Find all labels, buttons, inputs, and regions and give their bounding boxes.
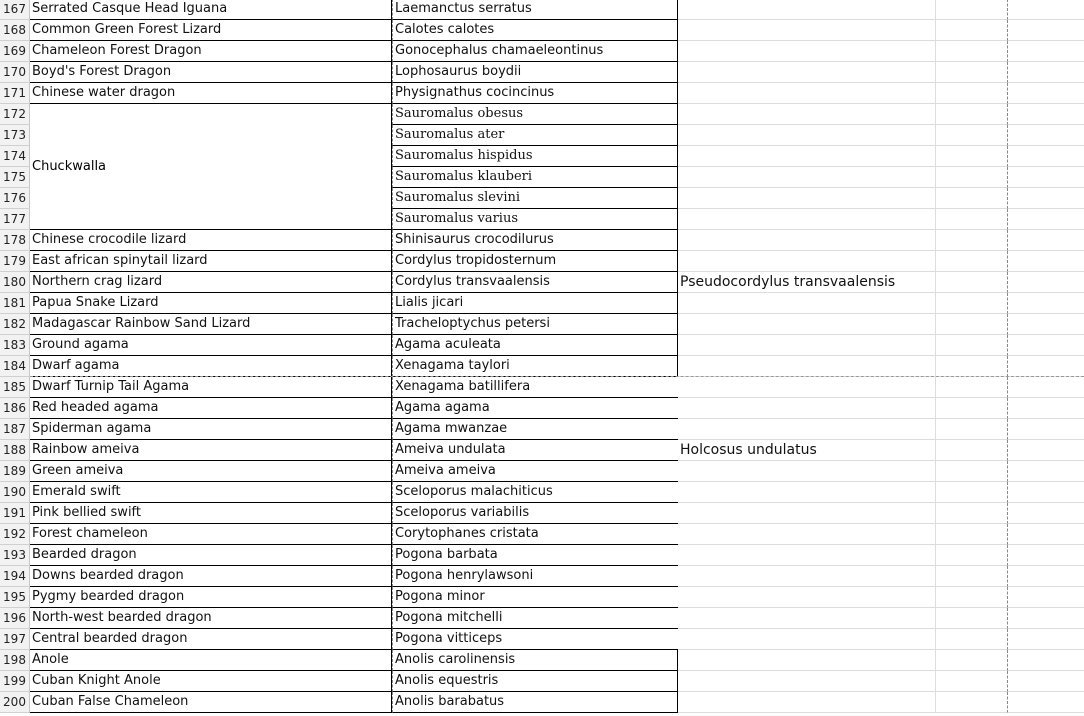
cell-empty[interactable] — [1008, 608, 1084, 629]
row-header[interactable]: 171 — [0, 83, 30, 104]
cell-synonym[interactable] — [678, 566, 936, 587]
cell-synonym[interactable] — [678, 293, 936, 314]
cell-synonym[interactable] — [678, 335, 936, 356]
cell-common-name[interactable]: Chameleon Forest Dragon — [30, 41, 392, 62]
cell-common-name[interactable]: Dwarf agama — [30, 356, 392, 377]
cell-empty[interactable] — [936, 188, 1008, 209]
cell-synonym[interactable] — [678, 83, 936, 104]
cell-scientific-name[interactable]: Lophosaurus boydii — [392, 62, 678, 83]
cell-common-name[interactable]: Bearded dragon — [30, 545, 392, 566]
cell-empty[interactable] — [936, 692, 1008, 713]
cell-empty[interactable] — [936, 377, 1008, 398]
cell-empty[interactable] — [1008, 188, 1084, 209]
cell-synonym[interactable] — [678, 629, 936, 650]
cell-scientific-name[interactable]: Agama aculeata — [392, 335, 678, 356]
cell-common-name[interactable]: Pygmy bearded dragon — [30, 587, 392, 608]
row-header[interactable]: 183 — [0, 335, 30, 356]
cell-scientific-name[interactable]: Pogona barbata — [392, 545, 678, 566]
row-header[interactable]: 170 — [0, 62, 30, 83]
cell-scientific-name[interactable]: Sauromalus klauberi — [392, 167, 678, 188]
cell-synonym[interactable] — [678, 503, 936, 524]
cell-synonym[interactable] — [678, 104, 936, 125]
cell-empty[interactable] — [936, 20, 1008, 41]
cell-empty[interactable] — [936, 314, 1008, 335]
cell-scientific-name[interactable]: Agama mwanzae — [392, 419, 678, 440]
cell-empty[interactable] — [1008, 335, 1084, 356]
row-header[interactable]: 191 — [0, 503, 30, 524]
cell-empty[interactable] — [1008, 587, 1084, 608]
cell-empty[interactable] — [936, 230, 1008, 251]
row-header[interactable]: 185 — [0, 377, 30, 398]
cell-empty[interactable] — [1008, 20, 1084, 41]
cell-empty[interactable] — [1008, 566, 1084, 587]
cell-scientific-name[interactable]: Lialis jicari — [392, 293, 678, 314]
cell-scientific-name[interactable]: Physignathus cocincinus — [392, 83, 678, 104]
cell-scientific-name[interactable]: Sceloporus variabilis — [392, 503, 678, 524]
cell-synonym[interactable] — [678, 545, 936, 566]
cell-common-name[interactable]: Emerald swift — [30, 482, 392, 503]
cell-empty[interactable] — [1008, 83, 1084, 104]
cell-scientific-name[interactable]: Shinisaurus crocodilurus — [392, 230, 678, 251]
cell-empty[interactable] — [936, 419, 1008, 440]
cell-common-name[interactable]: Boyd's Forest Dragon — [30, 62, 392, 83]
cell-scientific-name[interactable]: Cordylus transvaalensis — [392, 272, 678, 293]
cell-empty[interactable] — [936, 356, 1008, 377]
cell-empty[interactable] — [1008, 209, 1084, 230]
cell-empty[interactable] — [936, 398, 1008, 419]
row-header[interactable]: 192 — [0, 524, 30, 545]
row-header[interactable]: 172 — [0, 104, 30, 125]
cell-synonym[interactable] — [678, 314, 936, 335]
cell-empty[interactable] — [1008, 125, 1084, 146]
cell-empty[interactable] — [936, 440, 1008, 461]
row-header[interactable]: 182 — [0, 314, 30, 335]
row-header[interactable]: 195 — [0, 587, 30, 608]
cell-empty[interactable] — [936, 608, 1008, 629]
cell-empty[interactable] — [1008, 146, 1084, 167]
cell-empty[interactable] — [1008, 440, 1084, 461]
row-header[interactable]: 196 — [0, 608, 30, 629]
row-header[interactable]: 180 — [0, 272, 30, 293]
cell-common-name[interactable]: Papua Snake Lizard — [30, 293, 392, 314]
cell-scientific-name[interactable]: Xenagama batillifera — [392, 377, 678, 398]
cell-empty[interactable] — [936, 335, 1008, 356]
row-header[interactable]: 189 — [0, 461, 30, 482]
cell-empty[interactable] — [1008, 356, 1084, 377]
cell-empty[interactable] — [936, 629, 1008, 650]
row-header[interactable]: 175 — [0, 167, 30, 188]
cell-empty[interactable] — [936, 146, 1008, 167]
cell-common-name[interactable]: North-west bearded dragon — [30, 608, 392, 629]
cell-synonym[interactable]: Pseudocordylus transvaalensis — [678, 272, 936, 293]
cell-empty[interactable] — [1008, 482, 1084, 503]
cell-empty[interactable] — [1008, 314, 1084, 335]
cell-synonym[interactable] — [678, 167, 936, 188]
page-break-line — [30, 376, 1084, 377]
cell-synonym[interactable] — [678, 608, 936, 629]
cell-common-name[interactable]: Green ameiva — [30, 461, 392, 482]
cell-synonym[interactable] — [678, 209, 936, 230]
row-header[interactable]: 200 — [0, 692, 30, 713]
cell-scientific-name[interactable]: Agama agama — [392, 398, 678, 419]
cell-empty[interactable] — [936, 0, 1008, 20]
cell-empty[interactable] — [1008, 167, 1084, 188]
row-header[interactable]: 197 — [0, 629, 30, 650]
cell-scientific-name[interactable]: Sauromalus obesus — [392, 104, 678, 125]
cell-synonym[interactable] — [678, 188, 936, 209]
cell-empty[interactable] — [936, 272, 1008, 293]
cell-synonym[interactable] — [678, 377, 936, 398]
cell-synonym[interactable] — [678, 671, 936, 692]
cell-common-name[interactable]: Chinese water dragon — [30, 83, 392, 104]
cell-scientific-name[interactable]: Sceloporus malachiticus — [392, 482, 678, 503]
cell-synonym[interactable] — [678, 482, 936, 503]
cell-empty[interactable] — [1008, 671, 1084, 692]
cell-synonym[interactable] — [678, 125, 936, 146]
cell-empty[interactable] — [1008, 419, 1084, 440]
cell-synonym[interactable] — [678, 419, 936, 440]
cell-common-name[interactable]: Chinese crocodile lizard — [30, 230, 392, 251]
cell-scientific-name[interactable]: Sauromalus ater — [392, 125, 678, 146]
cell-empty[interactable] — [936, 167, 1008, 188]
cell-common-name[interactable]: Cuban Knight Anole — [30, 671, 392, 692]
cell-empty[interactable] — [1008, 251, 1084, 272]
cell-synonym[interactable] — [678, 62, 936, 83]
cell-common-name[interactable]: Forest chameleon — [30, 524, 392, 545]
cell-empty[interactable] — [936, 545, 1008, 566]
cell-empty[interactable] — [936, 41, 1008, 62]
row-header[interactable]: 173 — [0, 125, 30, 146]
cell-scientific-name[interactable]: Ameiva undulata — [392, 440, 678, 461]
cell-scientific-name[interactable]: Tracheloptychus petersi — [392, 314, 678, 335]
cell-common-name[interactable]: Madagascar Rainbow Sand Lizard — [30, 314, 392, 335]
cell-empty[interactable] — [936, 293, 1008, 314]
cell-empty[interactable] — [936, 524, 1008, 545]
cell-empty[interactable] — [936, 503, 1008, 524]
row-header[interactable]: 188 — [0, 440, 30, 461]
cell-common-name[interactable]: Central bearded dragon — [30, 629, 392, 650]
cell-scientific-name[interactable]: Anolis barabatus — [392, 692, 678, 713]
cell-synonym[interactable]: Holcosus undulatus — [678, 440, 936, 461]
cell-empty[interactable] — [1008, 692, 1084, 713]
cell-empty[interactable] — [1008, 41, 1084, 62]
cell-common-name[interactable]: Northern crag lizard — [30, 272, 392, 293]
cell-empty[interactable] — [1008, 545, 1084, 566]
cell-scientific-name[interactable]: Anolis equestris — [392, 671, 678, 692]
cell-synonym[interactable] — [678, 461, 936, 482]
cell-common-name[interactable]: Ground agama — [30, 335, 392, 356]
cell-empty[interactable] — [1008, 293, 1084, 314]
cell-scientific-name[interactable]: Anolis carolinensis — [392, 650, 678, 671]
cell-scientific-name[interactable]: Sauromalus varius — [392, 209, 678, 230]
cell-synonym[interactable] — [678, 230, 936, 251]
cell-synonym[interactable] — [678, 587, 936, 608]
cell-empty[interactable] — [936, 83, 1008, 104]
cell-empty[interactable] — [1008, 0, 1084, 20]
cell-scientific-name[interactable]: Gonocephalus chamaeleontinus — [392, 41, 678, 62]
cell-empty[interactable] — [936, 125, 1008, 146]
cell-empty[interactable] — [936, 650, 1008, 671]
cell-common-name[interactable]: Cuban False Chameleon — [30, 692, 392, 713]
cell-empty[interactable] — [936, 482, 1008, 503]
cell-synonym[interactable] — [678, 524, 936, 545]
cell-scientific-name[interactable]: Pogona vitticeps — [392, 629, 678, 650]
cell-scientific-name[interactable]: Ameiva ameiva — [392, 461, 678, 482]
cell-scientific-name[interactable]: Laemanctus serratus — [392, 0, 678, 20]
cell-common-name[interactable]: Red headed agama — [30, 398, 392, 419]
cell-common-name[interactable]: Serrated Casque Head Iguana — [30, 0, 392, 20]
cell-empty[interactable] — [1008, 461, 1084, 482]
cell-common-name[interactable]: Pink bellied swift — [30, 503, 392, 524]
cell-empty[interactable] — [1008, 629, 1084, 650]
row-header[interactable]: 178 — [0, 230, 30, 251]
row-header[interactable]: 168 — [0, 20, 30, 41]
cell-synonym[interactable] — [678, 251, 936, 272]
cell-synonym[interactable] — [678, 650, 936, 671]
cell-common-name[interactable]: Common Green Forest Lizard — [30, 20, 392, 41]
cell-empty[interactable] — [1008, 272, 1084, 293]
cell-synonym[interactable] — [678, 356, 936, 377]
cell-empty[interactable] — [936, 461, 1008, 482]
cell-empty[interactable] — [936, 62, 1008, 83]
cell-scientific-name[interactable]: Corytophanes cristata — [392, 524, 678, 545]
cell-scientific-name[interactable]: Sauromalus slevini — [392, 188, 678, 209]
cell-empty[interactable] — [1008, 650, 1084, 671]
cell-synonym[interactable] — [678, 692, 936, 713]
row-header[interactable]: 198 — [0, 650, 30, 671]
cell-empty[interactable] — [1008, 104, 1084, 125]
row-header[interactable]: 199 — [0, 671, 30, 692]
row-header[interactable]: 194 — [0, 566, 30, 587]
cell-empty[interactable] — [936, 251, 1008, 272]
cell-scientific-name[interactable]: Sauromalus hispidus — [392, 146, 678, 167]
cell-scientific-name[interactable]: Xenagama taylori — [392, 356, 678, 377]
cell-empty[interactable] — [936, 671, 1008, 692]
row-header[interactable]: 187 — [0, 419, 30, 440]
row-header[interactable]: 184 — [0, 356, 30, 377]
cell-empty[interactable] — [1008, 503, 1084, 524]
cell-scientific-name[interactable]: Pogona mitchelli — [392, 608, 678, 629]
row-header[interactable]: 193 — [0, 545, 30, 566]
cell-synonym[interactable] — [678, 146, 936, 167]
cell-common-name[interactable]: Downs bearded dragon — [30, 566, 392, 587]
cell-synonym[interactable] — [678, 20, 936, 41]
cell-empty[interactable] — [1008, 62, 1084, 83]
cell-empty[interactable] — [1008, 524, 1084, 545]
cell-empty[interactable] — [936, 587, 1008, 608]
row-header[interactable]: 174 — [0, 146, 30, 167]
cell-empty[interactable] — [1008, 230, 1084, 251]
row-header[interactable]: 176 — [0, 188, 30, 209]
row-header[interactable]: 179 — [0, 251, 30, 272]
cell-empty[interactable] — [1008, 377, 1084, 398]
row-header[interactable]: 181 — [0, 293, 30, 314]
cell-synonym[interactable] — [678, 0, 936, 20]
cell-scientific-name[interactable]: Pogona henrylawsoni — [392, 566, 678, 587]
cell-empty[interactable] — [1008, 398, 1084, 419]
cell-synonym[interactable] — [678, 398, 936, 419]
row-header[interactable]: 186 — [0, 398, 30, 419]
cell-scientific-name[interactable]: Cordylus tropidosternum — [392, 251, 678, 272]
merged-cell-common-name[interactable]: Chuckwalla — [30, 104, 392, 230]
cell-common-name[interactable]: Dwarf Turnip Tail Agama — [30, 377, 392, 398]
cell-common-name[interactable]: East african spinytail lizard — [30, 251, 392, 272]
row-header[interactable]: 169 — [0, 41, 30, 62]
cell-synonym[interactable] — [678, 41, 936, 62]
row-header[interactable]: 190 — [0, 482, 30, 503]
row-header[interactable]: 167 — [0, 0, 30, 20]
cell-common-name[interactable]: Rainbow ameiva — [30, 440, 392, 461]
cell-scientific-name[interactable]: Calotes calotes — [392, 20, 678, 41]
cell-empty[interactable] — [936, 104, 1008, 125]
cell-empty[interactable] — [936, 209, 1008, 230]
cell-common-name[interactable]: Anole — [30, 650, 392, 671]
cell-scientific-name[interactable]: Pogona minor — [392, 587, 678, 608]
cell-empty[interactable] — [936, 566, 1008, 587]
cell-common-name[interactable]: Spiderman agama — [30, 419, 392, 440]
row-header[interactable]: 177 — [0, 209, 30, 230]
